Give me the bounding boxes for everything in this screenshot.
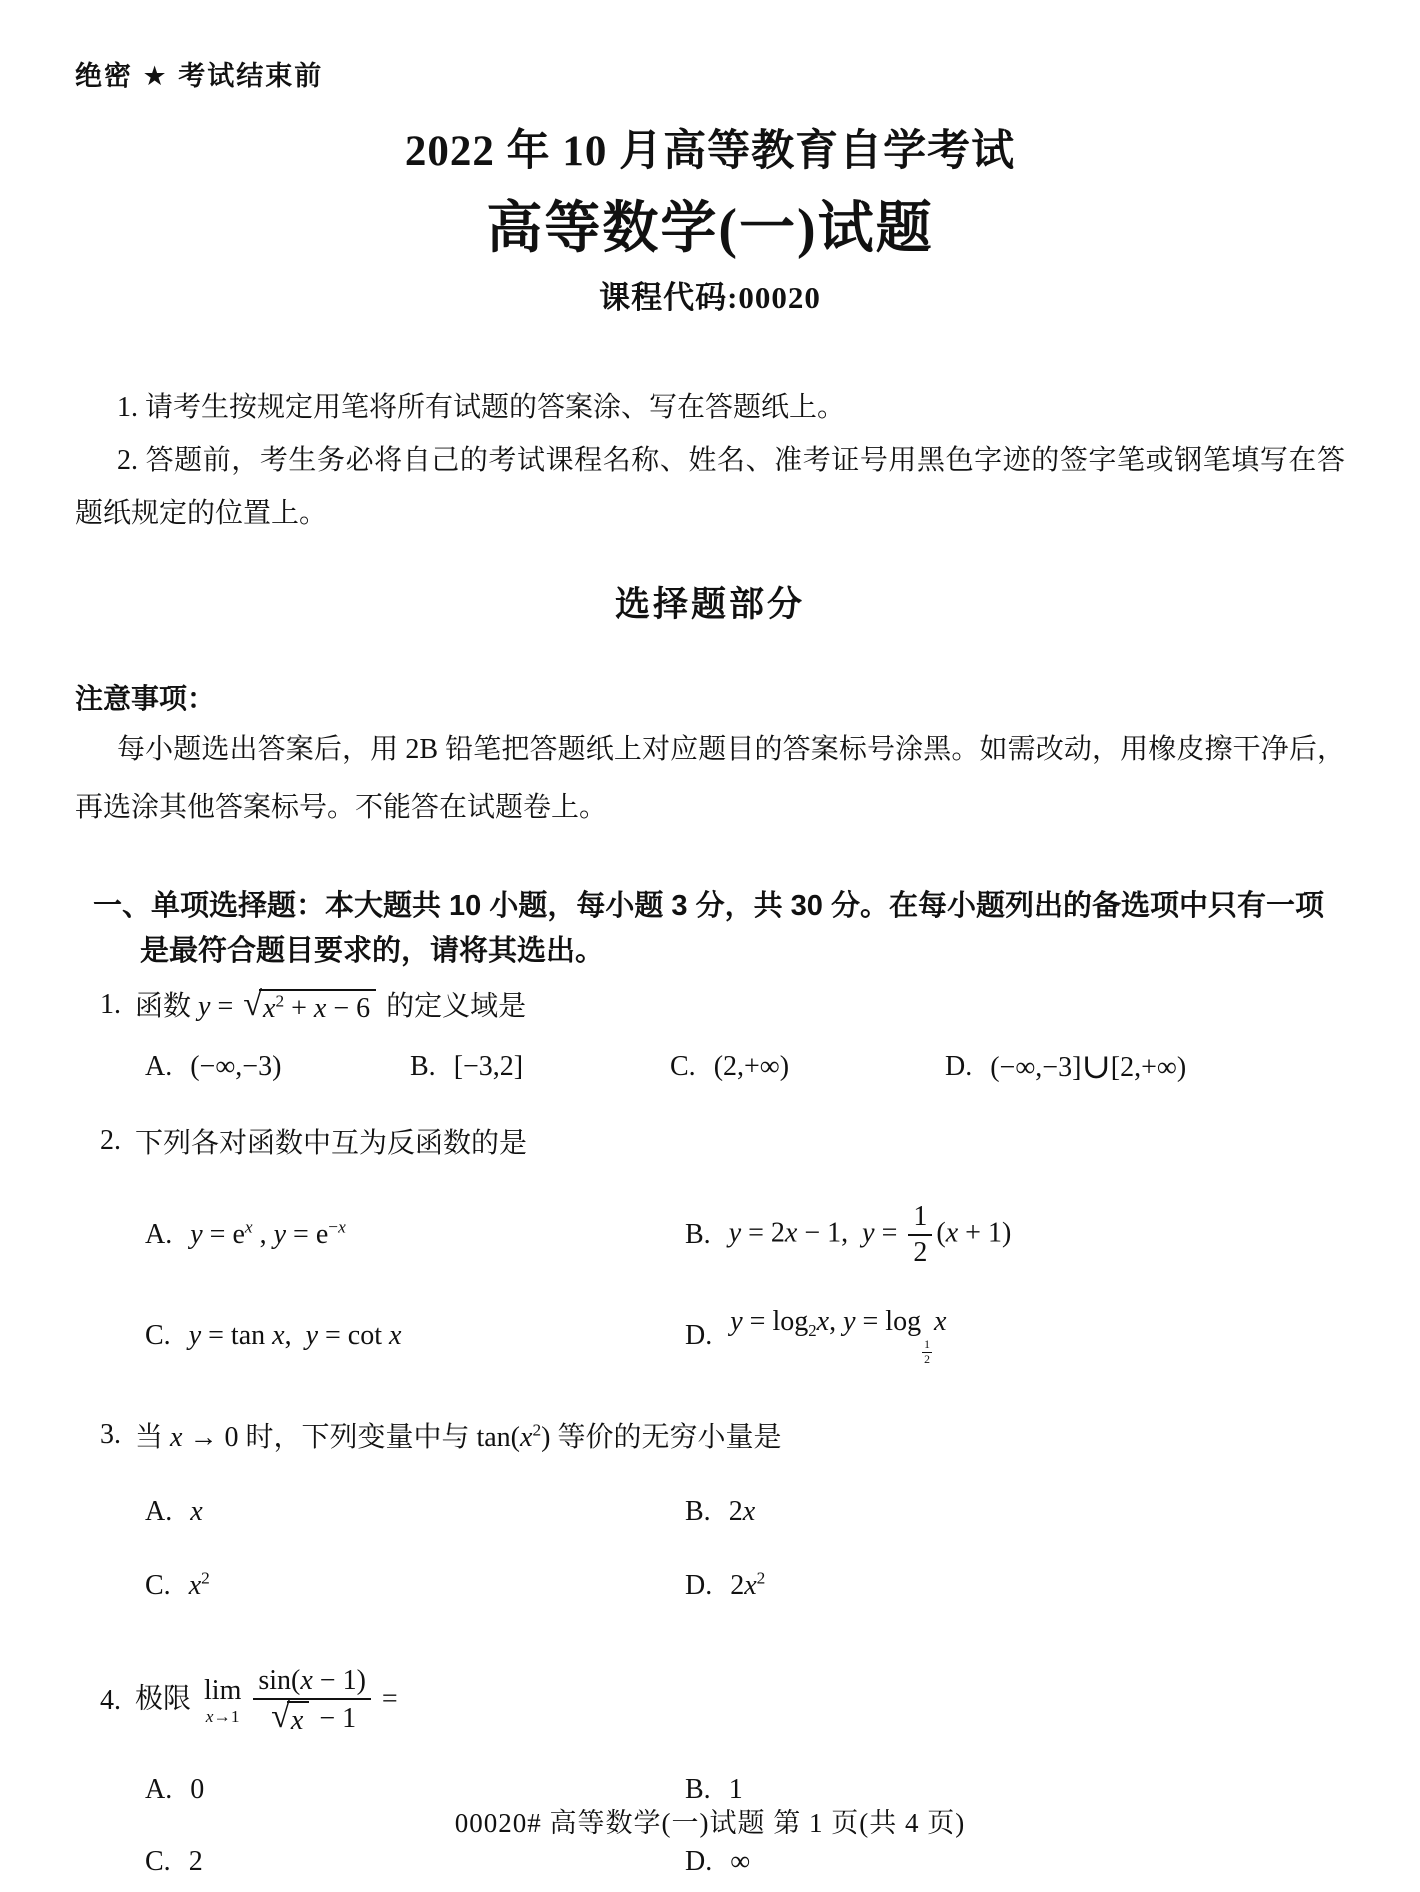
question-4-options-row2 <box>145 1831 1345 1892</box>
question-1-stem: 函数 y = √ $x^2 + x - 6$ 的定义域是 <box>135 984 526 1025</box>
instruction-1: 1. 请考生按规定用笔将所有试题的答案涂、写在答题纸上。 <box>117 392 846 423</box>
notes-label: 注意事项： <box>75 682 216 714</box>
question-4 <box>100 1665 1345 1892</box>
question-3-options-row2 <box>145 1555 1345 1617</box>
question-1-option-d: D. (−∞,−3]∪[2,+∞) <box>945 1047 1187 1087</box>
question-2-option-d: D. $y = \log_2x$, y = log $\frac{1}{2}$ x <box>685 1305 947 1366</box>
subject-title: 高等数学(一)试题 <box>486 198 934 260</box>
question-4-option-b: B. 1 <box>685 1774 743 1806</box>
footer-page-info: 00020# 高等数学(一)试题 第 1 页(共 4 页) <box>454 1808 966 1838</box>
question-1 <box>100 984 1345 1087</box>
exam-session-title: 2022 年 10 月高等教育自学考试 <box>404 128 1016 175</box>
question-3-option-a: A. x <box>145 1496 203 1528</box>
question-3-option-b: B. 2x <box>685 1496 756 1528</box>
question-2-options-row2 <box>145 1301 1345 1371</box>
question-1-option-c: C. (2,+∞) <box>670 1051 790 1083</box>
question-2-option-a: A. $y = e^x$ , $y = e^{-x}$ <box>145 1217 346 1251</box>
question-3-stem: 当 x → 0 时，下列变量中与 $\tan(x^2)$ 等价的无穷小量是 <box>135 1420 782 1454</box>
question-4-stem: 极限 lim x→1 sin(x − 1) √ x − 1 = <box>135 1665 398 1737</box>
question-2-option-c: C. y = tan x, y = cot x <box>145 1320 402 1352</box>
question-1-option-b: B. [−3,2] <box>410 1051 524 1083</box>
question-2 <box>100 1121 1345 1371</box>
question-4-option-c: C. 2 <box>145 1846 203 1878</box>
question-2-option-b: B. y = 2x − 1, y = $\frac{1}{2}$ (x + 1) <box>685 1200 1012 1269</box>
part-one-heading: 一、单项选择题：本大题共 10 小题，每小题 3 分，共 30 分。在每小题列出的备选项中只有一项是最符合题目要求的，请将其选出。 <box>93 890 1324 968</box>
question-3 <box>100 1415 1345 1617</box>
question-2-options-row1 <box>145 1187 1345 1283</box>
question-4-option-a: A. 0 <box>145 1774 205 1806</box>
question-1-option-a: A. (−∞,−3) <box>145 1051 282 1083</box>
question-3-options-row1 <box>145 1481 1345 1543</box>
question-3-number: 3. <box>100 1419 121 1451</box>
question-4-option-d: D. ∞ <box>685 1846 751 1878</box>
question-2-stem: 下列各对函数中互为反函数的是 <box>135 1128 528 1160</box>
instruction-2: 2. 答题前，考生务必将自己的考试课程名称、姓名、准考证号用黑色字迹的签字笔或钢笔填写在答题纸规定的位置上。 <box>75 445 1345 530</box>
section-title: 选择题部分 <box>614 584 805 624</box>
question-3-option-c: C. $x^2$ <box>145 1568 210 1602</box>
question-3-option-d: D. $2x^2$ <box>685 1568 766 1602</box>
course-code: 课程代码:00020 <box>599 280 821 315</box>
question-1-options <box>145 1047 1345 1087</box>
question-1-number: 1. <box>100 988 121 1020</box>
question-2-number: 2. <box>100 1125 121 1157</box>
classification-banner: 绝密 ★ 考试结束前 <box>75 61 324 91</box>
question-4-number: 4. <box>100 1685 121 1717</box>
notes-body: 每小题选出答案后，用 2B 铅笔把答题纸上对应题目的答案标号涂黑。如需改动，用橡皮擦干净后，再选涂其他答案标号。不能答在试题卷上。 <box>75 733 1345 824</box>
